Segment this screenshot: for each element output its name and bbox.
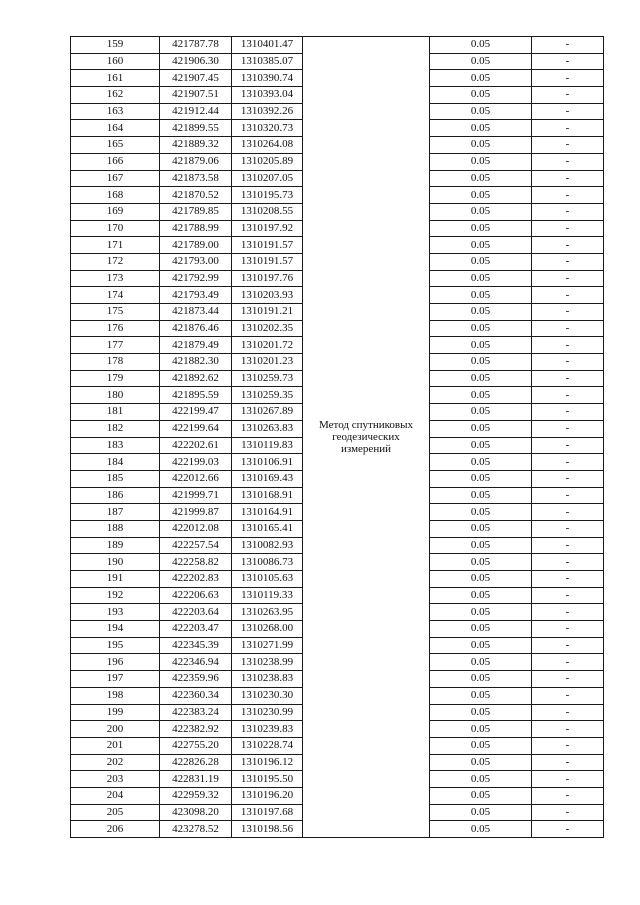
coord-y-cell: 1310393.04 bbox=[232, 87, 303, 104]
point-number-cell: 198 bbox=[71, 687, 160, 704]
coord-y-cell: 1310165.41 bbox=[232, 520, 303, 537]
coord-y-cell: 1310205.89 bbox=[232, 153, 303, 170]
dash-cell: - bbox=[532, 53, 604, 70]
coord-x-cell: 421879.49 bbox=[160, 337, 232, 354]
coord-x-cell: 422199.64 bbox=[160, 420, 232, 437]
accuracy-cell: 0.05 bbox=[430, 137, 532, 154]
coord-x-cell: 421912.44 bbox=[160, 103, 232, 120]
dash-cell: - bbox=[532, 637, 604, 654]
coord-x-cell: 422382.92 bbox=[160, 721, 232, 738]
coord-y-cell: 1310106.91 bbox=[232, 454, 303, 471]
point-number-cell: 188 bbox=[71, 520, 160, 537]
accuracy-cell: 0.05 bbox=[430, 220, 532, 237]
dash-cell: - bbox=[532, 320, 604, 337]
dash-cell: - bbox=[532, 721, 604, 738]
dash-cell: - bbox=[532, 571, 604, 588]
coord-y-cell: 1310208.55 bbox=[232, 203, 303, 220]
point-number-cell: 164 bbox=[71, 120, 160, 137]
dash-cell: - bbox=[532, 821, 604, 838]
accuracy-cell: 0.05 bbox=[430, 170, 532, 187]
accuracy-cell: 0.05 bbox=[430, 621, 532, 638]
dash-cell: - bbox=[532, 270, 604, 287]
coord-x-cell: 422206.63 bbox=[160, 587, 232, 604]
accuracy-cell: 0.05 bbox=[430, 103, 532, 120]
dash-cell: - bbox=[532, 704, 604, 721]
accuracy-cell: 0.05 bbox=[430, 721, 532, 738]
coord-x-cell: 421788.99 bbox=[160, 220, 232, 237]
coord-x-cell: 422012.66 bbox=[160, 470, 232, 487]
accuracy-cell: 0.05 bbox=[430, 337, 532, 354]
point-number-cell: 162 bbox=[71, 87, 160, 104]
coord-y-cell: 1310230.30 bbox=[232, 687, 303, 704]
point-number-cell: 206 bbox=[71, 821, 160, 838]
point-number-cell: 185 bbox=[71, 470, 160, 487]
dash-cell: - bbox=[532, 287, 604, 304]
coord-y-cell: 1310191.21 bbox=[232, 304, 303, 321]
coord-y-cell: 1310238.83 bbox=[232, 671, 303, 688]
point-number-cell: 189 bbox=[71, 537, 160, 554]
coord-y-cell: 1310271.99 bbox=[232, 637, 303, 654]
accuracy-cell: 0.05 bbox=[430, 404, 532, 421]
accuracy-cell: 0.05 bbox=[430, 687, 532, 704]
accuracy-cell: 0.05 bbox=[430, 387, 532, 404]
coord-y-cell: 1310196.20 bbox=[232, 787, 303, 804]
accuracy-cell: 0.05 bbox=[430, 637, 532, 654]
coord-y-cell: 1310259.73 bbox=[232, 370, 303, 387]
coord-y-cell: 1310191.57 bbox=[232, 253, 303, 270]
accuracy-cell: 0.05 bbox=[430, 87, 532, 104]
dash-cell: - bbox=[532, 370, 604, 387]
dash-cell: - bbox=[532, 504, 604, 521]
coord-y-cell: 1310263.95 bbox=[232, 604, 303, 621]
accuracy-cell: 0.05 bbox=[430, 120, 532, 137]
dash-cell: - bbox=[532, 804, 604, 821]
point-number-cell: 200 bbox=[71, 721, 160, 738]
coord-y-cell: 1310230.99 bbox=[232, 704, 303, 721]
coord-y-cell: 1310197.68 bbox=[232, 804, 303, 821]
point-number-cell: 203 bbox=[71, 771, 160, 788]
point-number-cell: 160 bbox=[71, 53, 160, 70]
accuracy-cell: 0.05 bbox=[430, 654, 532, 671]
dash-cell: - bbox=[532, 754, 604, 771]
dash-cell: - bbox=[532, 771, 604, 788]
accuracy-cell: 0.05 bbox=[430, 520, 532, 537]
coord-x-cell: 422012.08 bbox=[160, 520, 232, 537]
coord-y-cell: 1310169.43 bbox=[232, 470, 303, 487]
dash-cell: - bbox=[532, 253, 604, 270]
coord-x-cell: 422360.34 bbox=[160, 687, 232, 704]
dash-cell: - bbox=[532, 587, 604, 604]
dash-cell: - bbox=[532, 37, 604, 54]
dash-cell: - bbox=[532, 604, 604, 621]
point-number-cell: 205 bbox=[71, 804, 160, 821]
coord-y-cell: 1310198.56 bbox=[232, 821, 303, 838]
dash-cell: - bbox=[532, 470, 604, 487]
point-number-cell: 202 bbox=[71, 754, 160, 771]
coord-y-cell: 1310197.76 bbox=[232, 270, 303, 287]
accuracy-cell: 0.05 bbox=[430, 187, 532, 204]
coord-y-cell: 1310268.00 bbox=[232, 621, 303, 638]
coord-x-cell: 421892.62 bbox=[160, 370, 232, 387]
accuracy-cell: 0.05 bbox=[430, 270, 532, 287]
dash-cell: - bbox=[532, 537, 604, 554]
dash-cell: - bbox=[532, 404, 604, 421]
coord-y-cell: 1310259.35 bbox=[232, 387, 303, 404]
coord-x-cell: 421907.51 bbox=[160, 87, 232, 104]
coord-x-cell: 421879.06 bbox=[160, 153, 232, 170]
coord-y-cell: 1310228.74 bbox=[232, 737, 303, 754]
point-number-cell: 201 bbox=[71, 737, 160, 754]
coord-x-cell: 421899.55 bbox=[160, 120, 232, 137]
coord-y-cell: 1310392.26 bbox=[232, 103, 303, 120]
point-number-cell: 170 bbox=[71, 220, 160, 237]
coord-y-cell: 1310105.63 bbox=[232, 571, 303, 588]
dash-cell: - bbox=[532, 487, 604, 504]
dash-cell: - bbox=[532, 454, 604, 471]
dash-cell: - bbox=[532, 337, 604, 354]
coord-x-cell: 423098.20 bbox=[160, 804, 232, 821]
accuracy-cell: 0.05 bbox=[430, 737, 532, 754]
coord-x-cell: 421889.32 bbox=[160, 137, 232, 154]
coord-x-cell: 421873.44 bbox=[160, 304, 232, 321]
point-number-cell: 173 bbox=[71, 270, 160, 287]
coord-y-cell: 1310086.73 bbox=[232, 554, 303, 571]
point-number-cell: 161 bbox=[71, 70, 160, 87]
point-number-cell: 172 bbox=[71, 253, 160, 270]
coord-x-cell: 422202.61 bbox=[160, 437, 232, 454]
coord-x-cell: 421873.58 bbox=[160, 170, 232, 187]
coord-y-cell: 1310401.47 bbox=[232, 37, 303, 54]
accuracy-cell: 0.05 bbox=[430, 504, 532, 521]
coord-x-cell: 422359.96 bbox=[160, 671, 232, 688]
coord-y-cell: 1310263.83 bbox=[232, 420, 303, 437]
point-number-cell: 169 bbox=[71, 203, 160, 220]
point-number-cell: 187 bbox=[71, 504, 160, 521]
accuracy-cell: 0.05 bbox=[430, 604, 532, 621]
coord-y-cell: 1310207.05 bbox=[232, 170, 303, 187]
accuracy-cell: 0.05 bbox=[430, 287, 532, 304]
table-row bbox=[71, 37, 604, 54]
point-number-cell: 184 bbox=[71, 454, 160, 471]
point-number-cell: 163 bbox=[71, 103, 160, 120]
coord-x-cell: 422345.39 bbox=[160, 637, 232, 654]
coord-x-cell: 423278.52 bbox=[160, 821, 232, 838]
dash-cell: - bbox=[532, 304, 604, 321]
coord-x-cell: 421999.71 bbox=[160, 487, 232, 504]
point-number-cell: 168 bbox=[71, 187, 160, 204]
accuracy-cell: 0.05 bbox=[430, 804, 532, 821]
dash-cell: - bbox=[532, 137, 604, 154]
coord-y-cell: 1310385.07 bbox=[232, 53, 303, 70]
point-number-cell: 182 bbox=[71, 420, 160, 437]
coord-x-cell: 422199.47 bbox=[160, 404, 232, 421]
dash-cell: - bbox=[532, 70, 604, 87]
method-cell: Метод спутниковых геодезических измерений bbox=[303, 37, 430, 838]
point-number-cell: 192 bbox=[71, 587, 160, 604]
accuracy-cell: 0.05 bbox=[430, 153, 532, 170]
coord-x-cell: 422203.47 bbox=[160, 621, 232, 638]
dash-cell: - bbox=[532, 687, 604, 704]
coord-y-cell: 1310164.91 bbox=[232, 504, 303, 521]
coord-x-cell: 421882.30 bbox=[160, 354, 232, 371]
coord-x-cell: 422755.20 bbox=[160, 737, 232, 754]
coord-x-cell: 421792.99 bbox=[160, 270, 232, 287]
point-number-cell: 159 bbox=[71, 37, 160, 54]
point-number-cell: 176 bbox=[71, 320, 160, 337]
accuracy-cell: 0.05 bbox=[430, 454, 532, 471]
point-number-cell: 190 bbox=[71, 554, 160, 571]
coord-y-cell: 1310168.91 bbox=[232, 487, 303, 504]
dash-cell: - bbox=[532, 220, 604, 237]
point-number-cell: 174 bbox=[71, 287, 160, 304]
dash-cell: - bbox=[532, 153, 604, 170]
coordinates-table bbox=[70, 36, 604, 838]
coord-y-cell: 1310197.92 bbox=[232, 220, 303, 237]
accuracy-cell: 0.05 bbox=[430, 821, 532, 838]
coord-x-cell: 421895.59 bbox=[160, 387, 232, 404]
accuracy-cell: 0.05 bbox=[430, 704, 532, 721]
dash-cell: - bbox=[532, 671, 604, 688]
point-number-cell: 199 bbox=[71, 704, 160, 721]
coord-x-cell: 421870.52 bbox=[160, 187, 232, 204]
coord-y-cell: 1310239.83 bbox=[232, 721, 303, 738]
accuracy-cell: 0.05 bbox=[430, 571, 532, 588]
point-number-cell: 165 bbox=[71, 137, 160, 154]
dash-cell: - bbox=[532, 787, 604, 804]
accuracy-cell: 0.05 bbox=[430, 771, 532, 788]
accuracy-cell: 0.05 bbox=[430, 487, 532, 504]
point-number-cell: 178 bbox=[71, 354, 160, 371]
dash-cell: - bbox=[532, 170, 604, 187]
coord-x-cell: 422346.94 bbox=[160, 654, 232, 671]
point-number-cell: 191 bbox=[71, 571, 160, 588]
coord-x-cell: 421907.45 bbox=[160, 70, 232, 87]
point-number-cell: 167 bbox=[71, 170, 160, 187]
point-number-cell: 180 bbox=[71, 387, 160, 404]
coord-x-cell: 422831.19 bbox=[160, 771, 232, 788]
accuracy-cell: 0.05 bbox=[430, 203, 532, 220]
coord-x-cell: 422258.82 bbox=[160, 554, 232, 571]
point-number-cell: 196 bbox=[71, 654, 160, 671]
coord-x-cell: 422826.28 bbox=[160, 754, 232, 771]
accuracy-cell: 0.05 bbox=[430, 253, 532, 270]
coord-x-cell: 421789.85 bbox=[160, 203, 232, 220]
coord-y-cell: 1310267.89 bbox=[232, 404, 303, 421]
point-number-cell: 195 bbox=[71, 637, 160, 654]
dash-cell: - bbox=[532, 120, 604, 137]
point-number-cell: 177 bbox=[71, 337, 160, 354]
accuracy-cell: 0.05 bbox=[430, 587, 532, 604]
point-number-cell: 193 bbox=[71, 604, 160, 621]
coord-x-cell: 421906.30 bbox=[160, 53, 232, 70]
coord-x-cell: 421999.87 bbox=[160, 504, 232, 521]
coordinates-table-body bbox=[71, 37, 604, 838]
dash-cell: - bbox=[532, 103, 604, 120]
coord-y-cell: 1310082.93 bbox=[232, 537, 303, 554]
dash-cell: - bbox=[532, 354, 604, 371]
coord-y-cell: 1310320.73 bbox=[232, 120, 303, 137]
point-number-cell: 181 bbox=[71, 404, 160, 421]
accuracy-cell: 0.05 bbox=[430, 237, 532, 254]
accuracy-cell: 0.05 bbox=[430, 554, 532, 571]
coord-y-cell: 1310195.73 bbox=[232, 187, 303, 204]
point-number-cell: 197 bbox=[71, 671, 160, 688]
accuracy-cell: 0.05 bbox=[430, 370, 532, 387]
dash-cell: - bbox=[532, 420, 604, 437]
accuracy-cell: 0.05 bbox=[430, 53, 532, 70]
coord-x-cell: 422383.24 bbox=[160, 704, 232, 721]
coord-y-cell: 1310201.23 bbox=[232, 354, 303, 371]
accuracy-cell: 0.05 bbox=[430, 70, 532, 87]
coord-y-cell: 1310119.33 bbox=[232, 587, 303, 604]
point-number-cell: 171 bbox=[71, 237, 160, 254]
dash-cell: - bbox=[532, 520, 604, 537]
coord-x-cell: 421876.46 bbox=[160, 320, 232, 337]
dash-cell: - bbox=[532, 437, 604, 454]
dash-cell: - bbox=[532, 654, 604, 671]
coord-x-cell: 421793.00 bbox=[160, 253, 232, 270]
coord-x-cell: 422257.54 bbox=[160, 537, 232, 554]
coord-y-cell: 1310390.74 bbox=[232, 70, 303, 87]
dash-cell: - bbox=[532, 737, 604, 754]
coord-x-cell: 422202.83 bbox=[160, 571, 232, 588]
coord-y-cell: 1310202.35 bbox=[232, 320, 303, 337]
coord-y-cell: 1310191.57 bbox=[232, 237, 303, 254]
point-number-cell: 166 bbox=[71, 153, 160, 170]
accuracy-cell: 0.05 bbox=[430, 320, 532, 337]
dash-cell: - bbox=[532, 87, 604, 104]
accuracy-cell: 0.05 bbox=[430, 354, 532, 371]
dash-cell: - bbox=[532, 237, 604, 254]
point-number-cell: 204 bbox=[71, 787, 160, 804]
coord-x-cell: 422203.64 bbox=[160, 604, 232, 621]
accuracy-cell: 0.05 bbox=[430, 437, 532, 454]
dash-cell: - bbox=[532, 621, 604, 638]
accuracy-cell: 0.05 bbox=[430, 37, 532, 54]
coord-x-cell: 422199.03 bbox=[160, 454, 232, 471]
coord-x-cell: 422959.32 bbox=[160, 787, 232, 804]
coord-y-cell: 1310264.08 bbox=[232, 137, 303, 154]
accuracy-cell: 0.05 bbox=[430, 420, 532, 437]
coord-x-cell: 421793.49 bbox=[160, 287, 232, 304]
dash-cell: - bbox=[532, 554, 604, 571]
accuracy-cell: 0.05 bbox=[430, 754, 532, 771]
coord-y-cell: 1310196.12 bbox=[232, 754, 303, 771]
point-number-cell: 183 bbox=[71, 437, 160, 454]
point-number-cell: 194 bbox=[71, 621, 160, 638]
coord-y-cell: 1310238.99 bbox=[232, 654, 303, 671]
dash-cell: - bbox=[532, 203, 604, 220]
point-number-cell: 175 bbox=[71, 304, 160, 321]
coord-x-cell: 421789.00 bbox=[160, 237, 232, 254]
point-number-cell: 186 bbox=[71, 487, 160, 504]
dash-cell: - bbox=[532, 187, 604, 204]
accuracy-cell: 0.05 bbox=[430, 537, 532, 554]
coord-y-cell: 1310201.72 bbox=[232, 337, 303, 354]
accuracy-cell: 0.05 bbox=[430, 304, 532, 321]
coord-x-cell: 421787.78 bbox=[160, 37, 232, 54]
coord-y-cell: 1310203.93 bbox=[232, 287, 303, 304]
coord-y-cell: 1310195.50 bbox=[232, 771, 303, 788]
coord-y-cell: 1310119.83 bbox=[232, 437, 303, 454]
accuracy-cell: 0.05 bbox=[430, 671, 532, 688]
point-number-cell: 179 bbox=[71, 370, 160, 387]
accuracy-cell: 0.05 bbox=[430, 787, 532, 804]
dash-cell: - bbox=[532, 387, 604, 404]
accuracy-cell: 0.05 bbox=[430, 470, 532, 487]
